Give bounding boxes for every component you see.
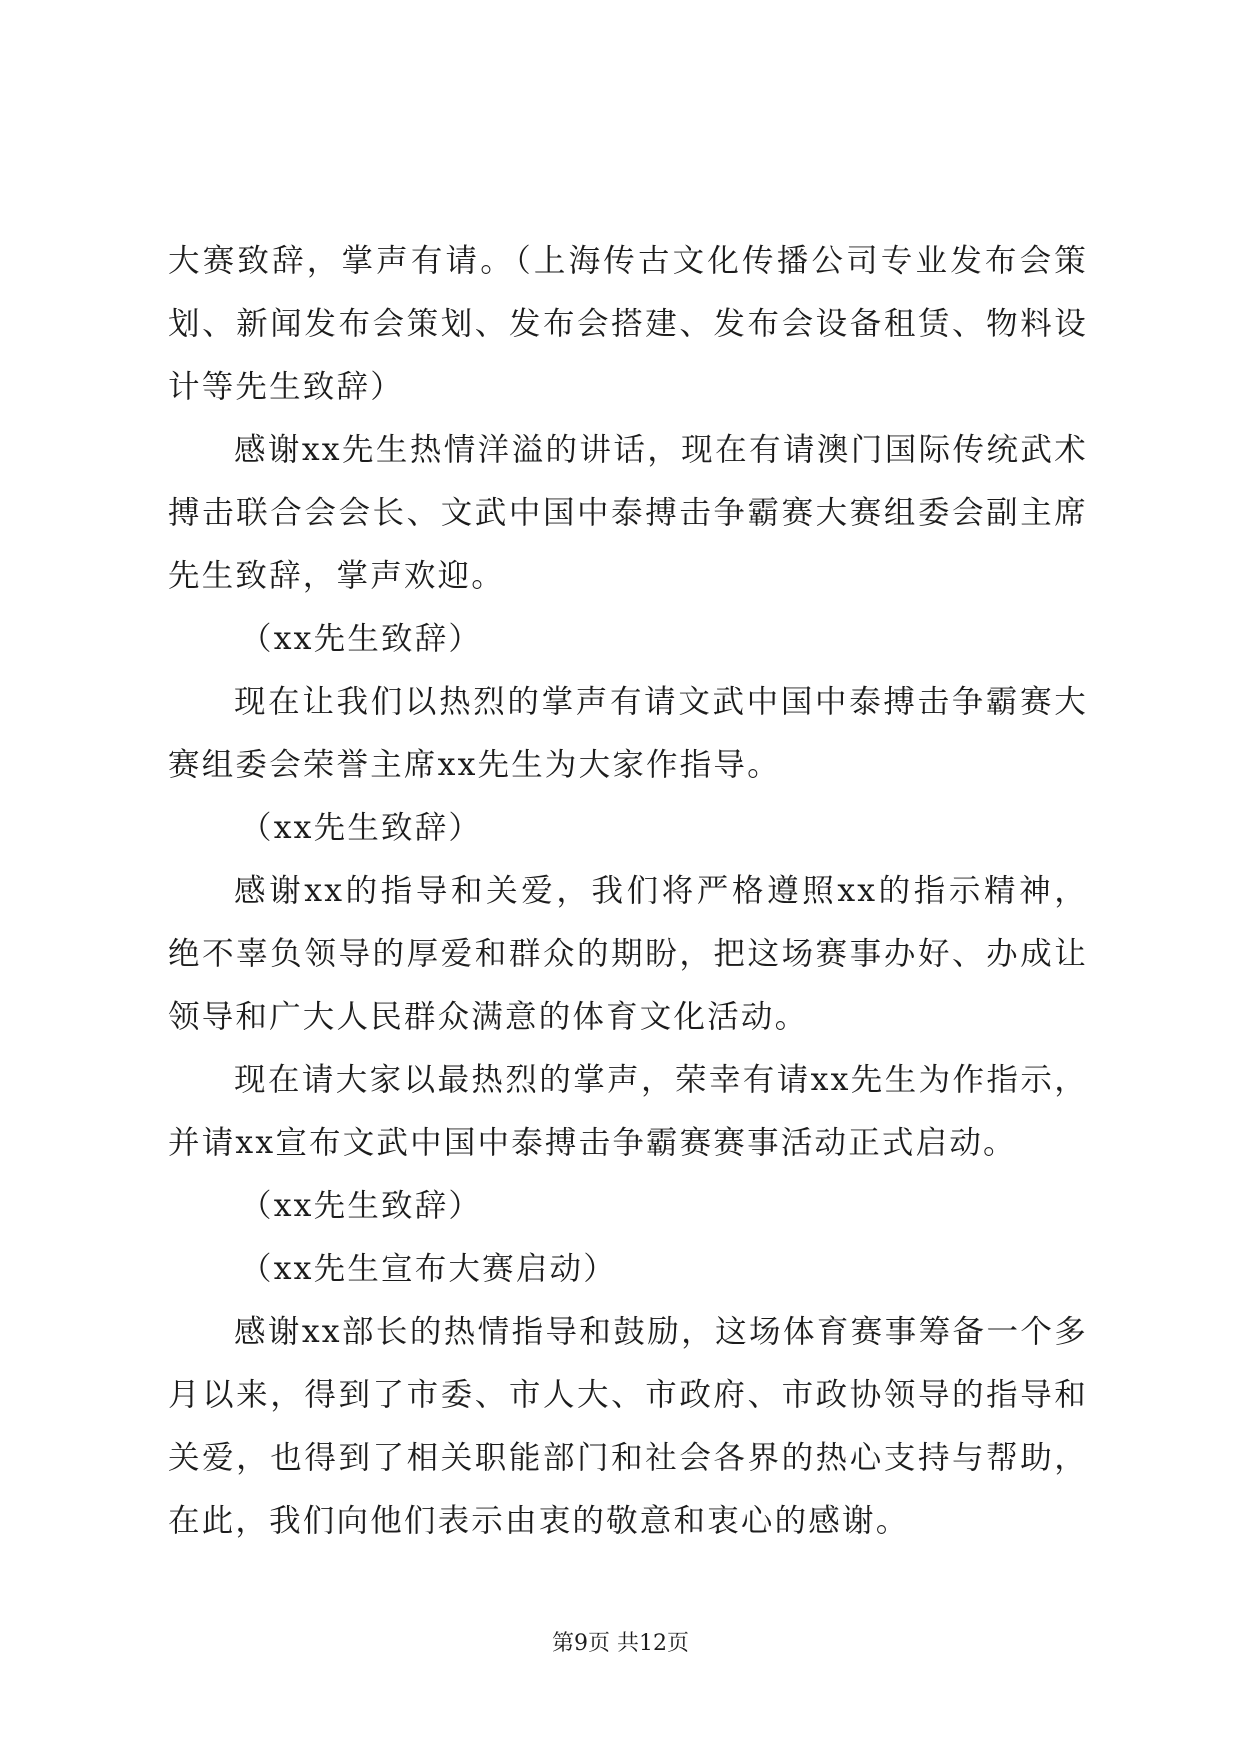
paragraph: 现在请大家以最热烈的掌声，荣幸有请xx先生为作指示，并请xx宣布文武中国中泰搏击争霸赛赛事活动正式启动。	[168, 1062, 1088, 1161]
paragraph: 现在让我们以热烈的掌声有请文武中国中泰搏击争霸赛大赛组委会荣誉主席xx先生为大家作指导。	[168, 684, 1088, 783]
paragraph-aside: （xx先生致辞）	[240, 1188, 483, 1224]
paragraph: 感谢xx的指导和关爱，我们将严格遵照xx的指示精神，绝不辜负领导的厚爱和群众的期盼，把这场赛事办好、办成让领导和广大人民群众满意的体育文化活动。	[168, 873, 1088, 1035]
paragraph-aside: （xx先生致辞）	[240, 810, 483, 846]
paragraph: 感谢xx先生热情洋溢的讲话，现在有请澳门国际传统武术搏击联合会会长、文武中国中泰搏击争霸赛大赛组委会副主席先生致辞，掌声欢迎。	[168, 432, 1088, 594]
document-body	[168, 230, 1088, 1553]
page-number-footer: 第9页 共12页	[552, 1631, 689, 1656]
paragraph-continuation: 大赛致辞，掌声有请。（上海传古文化传播公司专业发布会策划、新闻发布会策划、发布会搭建、发布会设备租赁、物料设计等先生致辞）	[168, 243, 1088, 405]
paragraph-aside: （xx先生宣布大赛启动）	[240, 1251, 617, 1287]
paragraph: 感谢xx部长的热情指导和鼓励，这场体育赛事筹备一个多月以来，得到了市委、市人大、市政府、市政协领导的指导和关爱，也得到了相关职能部门和社会各界的热心支持与帮助，在此，我们向他们表示由衷的敬意和衷心的感谢。	[168, 1314, 1088, 1539]
paragraph-aside: （xx先生致辞）	[240, 621, 483, 657]
